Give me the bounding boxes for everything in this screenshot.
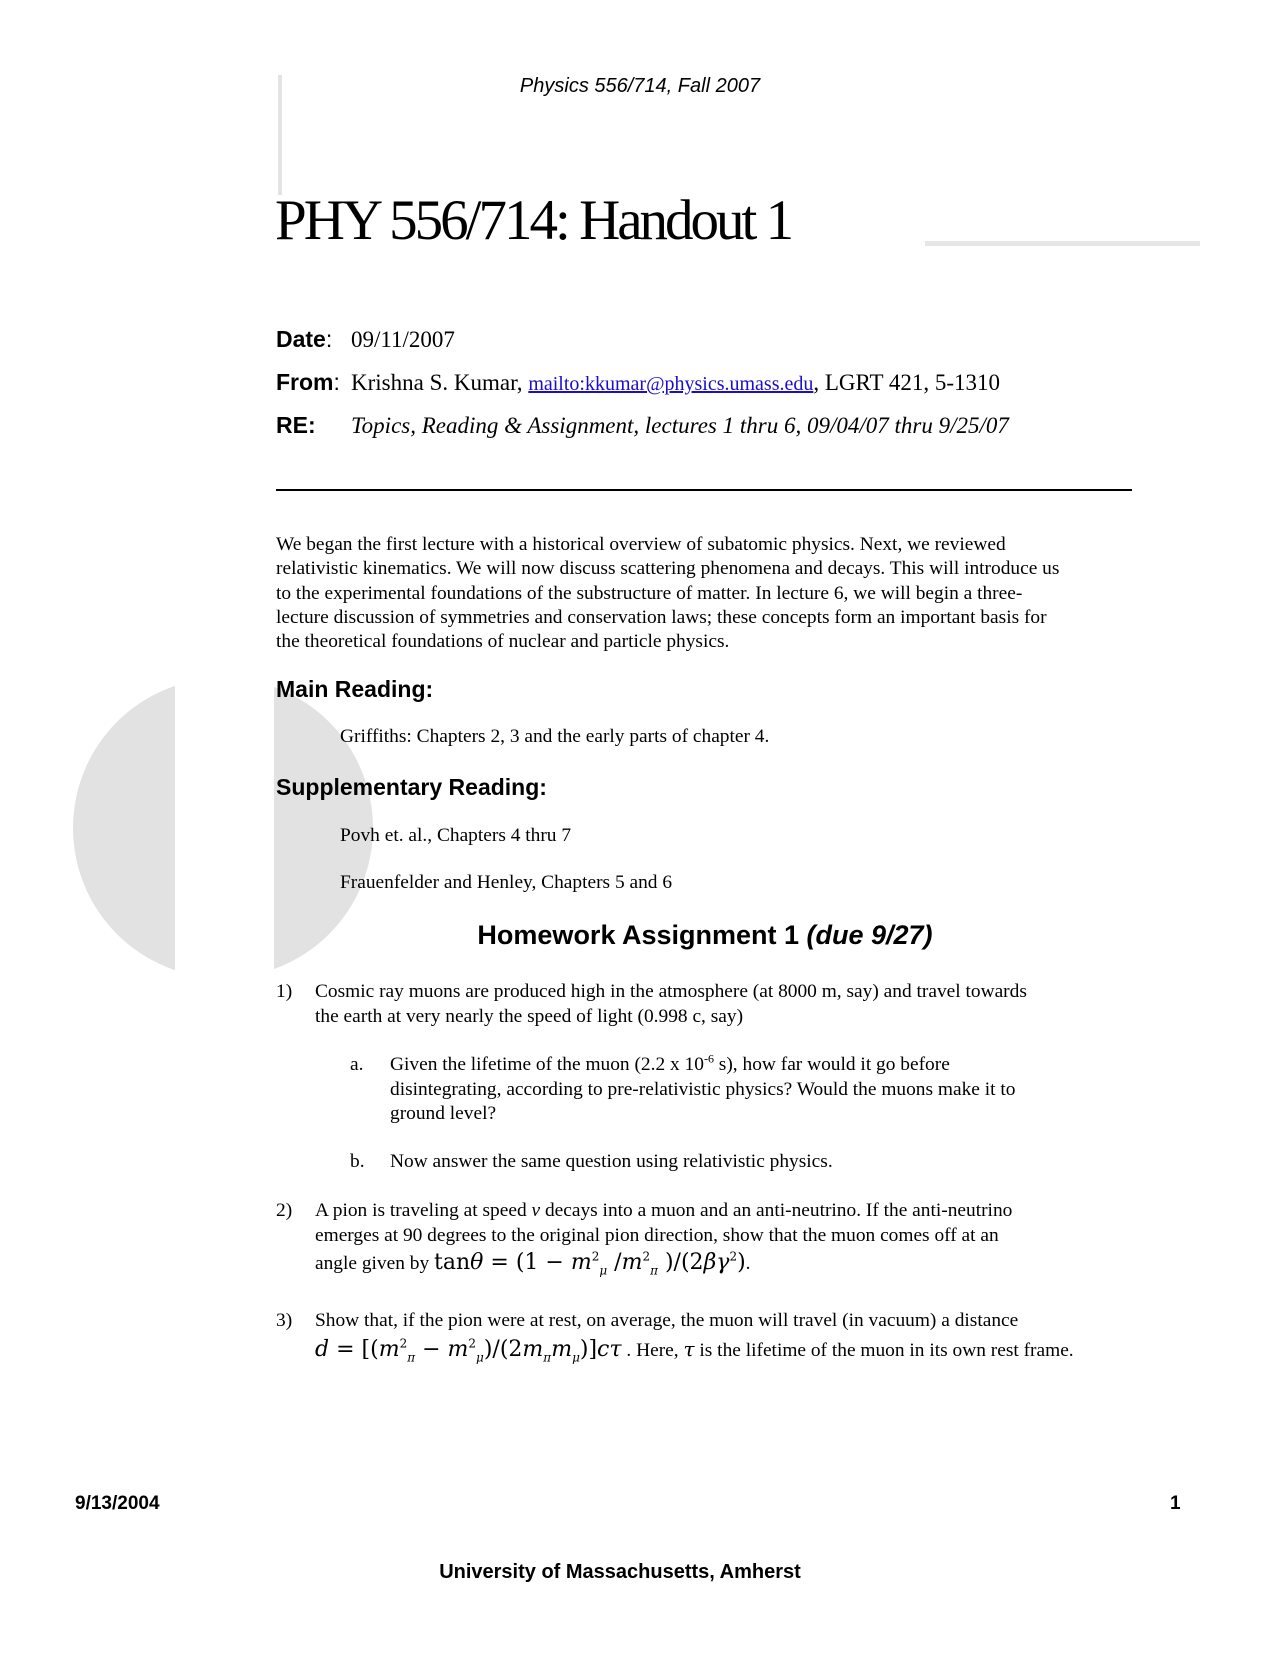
from-label: From: <box>276 369 340 395</box>
homework-title: Homework Assignment 1 (due 9/27) <box>477 920 933 950</box>
question-text: emerges at 90 degrees to the original pion direction, show that the muon comes off at an <box>315 1224 999 1246</box>
question-1a <box>350 1053 1070 1127</box>
tan-theta-formula: $\tan\theta = (1 - m^2_\mu$ $/m^2_\pi$ )$/(2\beta\gamma^2)$ <box>434 1249 746 1278</box>
intro-line: to the experimental foundations of the substructure of matter. In lecture 6, we will begin a three- <box>276 582 1023 604</box>
date-row <box>276 326 455 353</box>
question-text: $d = [(m^2_\pi - m^2_\mu)/(2m_\pi m_\mu)]c\tau$ . Here, τ is the lifetime of the muon in its own rest frame. <box>315 1336 1074 1364</box>
re-row <box>276 412 1009 439</box>
header-divider <box>276 489 1132 491</box>
question-text: Given the lifetime of the muon (2.2 x $10^{-6}$ s), how far would it go before <box>390 1051 950 1075</box>
distance-formula: $d = [(m^2_\pi - m^2_\mu)/(2m_\pi m_\mu)]c\tau$ <box>315 1336 622 1364</box>
question-1 <box>276 980 1106 1029</box>
homework-due: (due 9/27) <box>806 920 933 950</box>
intro-line: lecture discussion of symmetries and conservation laws; these concepts form an important basis for <box>276 606 1047 628</box>
question-text: ground level? <box>390 1103 497 1124</box>
question-number: 3) <box>276 1310 293 1331</box>
subquestion-letter: a. <box>350 1054 364 1075</box>
question-number: 2) <box>276 1200 293 1221</box>
main-reading-heading: Main Reading: <box>276 676 434 702</box>
supplementary-reading-item: Frauenfelder and Henley, Chapters 5 and 6 <box>340 872 673 893</box>
intro-line: the theoretical foundations of nuclear and particle physics. <box>276 631 730 653</box>
running-header: Physics 556/714, Fall 2007 <box>519 75 761 97</box>
date-value: 09/11/2007 <box>351 327 455 352</box>
email-link[interactable]: mailto:kkumar@physics.umass.edu <box>528 373 814 395</box>
question-3 <box>276 1309 1106 1363</box>
question-text: Now answer the same question using relativistic physics. <box>390 1151 833 1172</box>
question-2 <box>276 1199 1106 1277</box>
date-label: Date: <box>276 326 333 352</box>
from-row <box>276 369 1000 396</box>
subquestion-letter: b. <box>350 1151 365 1172</box>
question-text: the earth at very nearly the speed of light (0.998 c, say) <box>315 1005 744 1027</box>
question-text: Cosmic ray muons are produced high in the atmosphere (at 8000 m, say) and travel towards <box>315 981 1027 1002</box>
supplementary-reading-item: Povh et. al., Chapters 4 thru 7 <box>340 825 572 846</box>
intro-paragraph <box>276 533 1136 654</box>
footer-institution: University of Massachusetts, Amherst <box>439 1561 801 1583</box>
intro-line: We began the first lecture with a historical overview of subatomic physics. Next, we reviewed <box>276 534 1006 555</box>
intro-line: relativistic kinematics. We will now discuss scattering phenomena and decays. This will introduce us <box>276 558 1060 580</box>
question-text: disintegrating, according to pre-relativistic physics? Would the muons make it to <box>390 1078 1016 1100</box>
question-text: angle given by $\tan\theta = (1 - m^2_\mu$ $/m^2_\pi$ )$/(2\beta\gamma^2)$. <box>315 1249 751 1278</box>
re-value: Topics, Reading & Assignment, lectures 1 thru 6, 09/04/07 thru 9/25/07 <box>351 413 1009 438</box>
page-title: PHY 556/714: Handout 1 <box>275 189 792 252</box>
decorative-horizontal-bar <box>925 241 1200 246</box>
question-text: Show that, if the pion were at rest, on average, the muon will travel (in vacuum) a distance <box>315 1310 1019 1331</box>
main-reading-item: Griffiths: Chapters 2, 3 and the early parts of chapter 4. <box>340 726 770 747</box>
footer-date: 9/13/2004 <box>75 1493 160 1514</box>
page-number: 1 <box>1170 1493 1181 1514</box>
question-1b <box>350 1150 1070 1175</box>
from-office: , LGRT 421, 5-1310 <box>813 370 1001 395</box>
question-text: A pion is traveling at speed v decays into a muon and an anti-neutrino. If the anti-neutrino <box>315 1200 1013 1221</box>
supplementary-reading-heading: Supplementary Reading: <box>276 774 547 800</box>
re-label: RE: <box>276 412 316 438</box>
from-name: Krishna S. Kumar, <box>351 370 523 395</box>
question-number: 1) <box>276 981 293 1002</box>
